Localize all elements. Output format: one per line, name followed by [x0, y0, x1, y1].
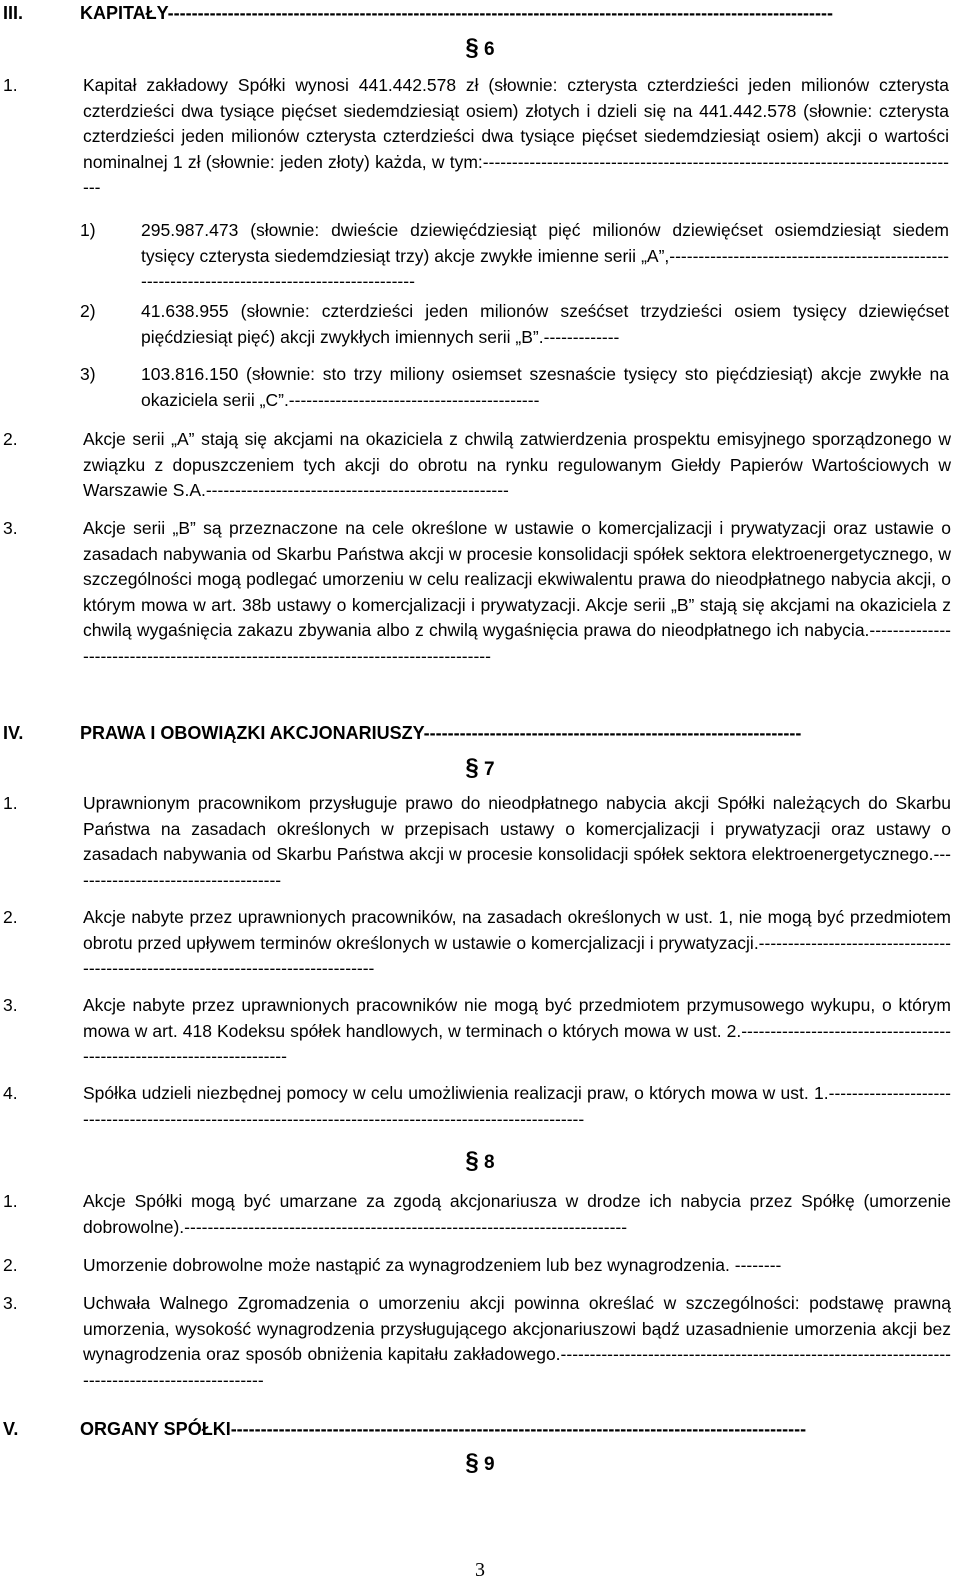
- clause-number: 4.: [3, 1083, 18, 1103]
- page-number: 3: [475, 1559, 485, 1581]
- paragraph-number: 7: [484, 759, 495, 780]
- paragraph-heading-7: [0, 754, 960, 781]
- subclause-text: 103.816.150 (słownie: sto trzy miliony osiemset szesnaście tysięcy sto pięćdziesiąt) akcje zwykłe na okaziciela serii „C”.-------------------------------------------: [141, 364, 949, 410]
- paragraph-number: 6: [484, 39, 495, 60]
- section-number: IV.: [3, 723, 24, 743]
- subclause-number: 2): [80, 301, 96, 321]
- section-heading-v: [3, 1418, 955, 1448]
- section-title: KAPITAŁY---------------------------------------------------------------------------------------------------------------: [80, 3, 834, 23]
- clause-text: Akcje serii „A” stają się akcjami na okaziciela z chwilą zatwierdzenia prospektu emisyjnego sporządzonego w związku z dopuszczeniem tych akcji do obrotu na rynku regulowanym Giełdy Papierów Wartościowych w Warszawie S.A.----------------------------------------------------: [83, 429, 951, 500]
- clause-number: 3.: [3, 995, 18, 1015]
- paragraph-number: 9: [484, 1454, 495, 1475]
- paragraph-sign: §: [465, 34, 479, 61]
- paragraph-sign: §: [465, 1147, 479, 1174]
- paragraph-heading-9: [0, 1449, 960, 1476]
- clause-number: 2.: [3, 1255, 18, 1275]
- clause-number: 2.: [3, 429, 18, 449]
- clause-text: Akcje serii „B” są przeznaczone na cele określone w ustawie o komercjalizacji i prywatyzacji oraz ustawie o zasadach nabywania od Skarbu Państwa akcji w procesie konsolidacji spółek sektora elektroenergetycznego, w szczególności mogą podlegać umorzeniu w celu realizacji ekwiwalentu prawa do nieodpłatnego nabycia akcji, o którym mowa w art. 38b ustawy o komercjalizacji i prywatyzacji. Akcje serii „B” stają się akcjami na okaziciela z chwilą wygaśnięcia zakazu zbywania albo z chwilą wygaśnięcia prawa do nieodpłatnego ich nabycia.------------------------------------------------------------------------------------: [83, 518, 951, 666]
- clause-text: Umorzenie dobrowolne może nastąpić za wynagrodzeniem lub bez wynagrodzenia. --------: [83, 1255, 782, 1275]
- clause-number: 1.: [3, 75, 18, 95]
- paragraph-heading-6: [0, 34, 960, 61]
- paragraph-heading-8: [0, 1147, 960, 1174]
- clause-number: 1.: [3, 1191, 18, 1211]
- section-title: ORGANY SPÓŁKI------------------------------------------------------------------------------------------------: [80, 1419, 807, 1439]
- section-title: PRAWA I OBOWIĄZKI AKCJONARIUSZY---------------------------------------------------------------: [80, 723, 802, 743]
- clause-number: 3.: [3, 1293, 18, 1313]
- subclause-number: 1): [80, 220, 96, 240]
- clause-number: 1.: [3, 793, 18, 813]
- subclause-number: 3): [80, 364, 96, 384]
- clause-text: Uprawnionym pracownikom przysługuje prawo do nieodpłatnego nabycia akcji Spółki należących do Skarbu Państwa na zasadach określonych w przepisach ustawy o komercjalizacji i prywatyzacji oraz ustawy o zasadach nabywania od Skarbu Państwa akcji w procesie konsolidacji spółek sektora elektroenergetycznego.-------------------------------------: [83, 793, 951, 890]
- clause-number: 3.: [3, 518, 18, 538]
- paragraph-number: 8: [484, 1152, 495, 1173]
- section-heading-iv: [3, 722, 955, 752]
- clause-text: Akcje nabyte przez uprawnionych pracowników nie mogą być przedmiotem przymusowego wykupu, o którym mowa w art. 418 Kodeksu spółek handlowych, w terminach o których mowa w ust. 2.-----------------------------------------------------------------------: [83, 995, 951, 1066]
- paragraph-sign: §: [465, 1449, 479, 1476]
- clause-text: Akcje nabyte przez uprawnionych pracowników, na zasadach określonych w ust. 1, nie mogą być przedmiotem obrotu przed upływem terminów określonych w ustawie o komercjalizacji i prywatyzacji.-----------------------------------------------------------------------------------: [83, 907, 951, 978]
- subclause-text: 295.987.473 (słownie: dwieście dziewięćdziesiąt pięć milionów dziewięćset osiemdziesiąt siedem tysięcy czterysta siedemdziesiąt trzy) akcje zwykłe imienne serii „A”,-----------------------------------------------------------------------------------------------: [141, 220, 949, 291]
- subclause-text: 41.638.955 (słownie: czterdzieści jeden milionów sześćset trzydzieści osiem tysięcy dziewięćset pięćdziesiąt pięć) akcji zwykłych imiennych serii „B”.-------------: [141, 301, 949, 347]
- clause-text: Kapitał zakładowy Spółki wynosi 441.442.578 zł (słownie: czterysta czterdzieści jeden milionów czterysta czterdzieści dwa tysiące pięćset siedemdziesiąt osiem) złotych i dzieli się na 441.442.578 (słownie: czterysta czterdzieści jeden milionów czterysta czterdzieści dwa tysiące pięćset siedemdziesiąt osiem) akcji o wartości nominalnej 1 zł (słownie: jeden złoty) każda, w tym:-----------------------------------------------------------------------------------: [83, 75, 949, 197]
- section-number: III.: [3, 3, 24, 23]
- section-number: V.: [3, 1419, 19, 1439]
- clause-text: Uchwała Walnego Zgromadzenia o umorzeniu akcji powinna określać w szczególności: podstawę prawną umorzenia, wysokość wynagrodzenia przysługującego akcjonariuszowi bądź uzasadnienie umorzenia akcji bez wynagrodzenia oraz sposób obniżenia kapitału zakładowego.--------------------------------------------------------------------------------------------------: [83, 1293, 951, 1390]
- paragraph-sign: §: [465, 754, 479, 781]
- clause-text: Akcje Spółki mogą być umarzane za zgodą akcjonariusza w drodze ich nabycia przez Spółkę (umorzenie dobrowolne).----------------------------------------------------------------------------: [83, 1191, 951, 1237]
- clause-text: Spółka udzieli niezbędnej pomocy w celu umożliwienia realizacji praw, o których mowa w ust. 1.-----------------------------------------------------------------------------------------------------------: [83, 1083, 951, 1129]
- section-heading-iii: [3, 2, 955, 32]
- clause-number: 2.: [3, 907, 18, 927]
